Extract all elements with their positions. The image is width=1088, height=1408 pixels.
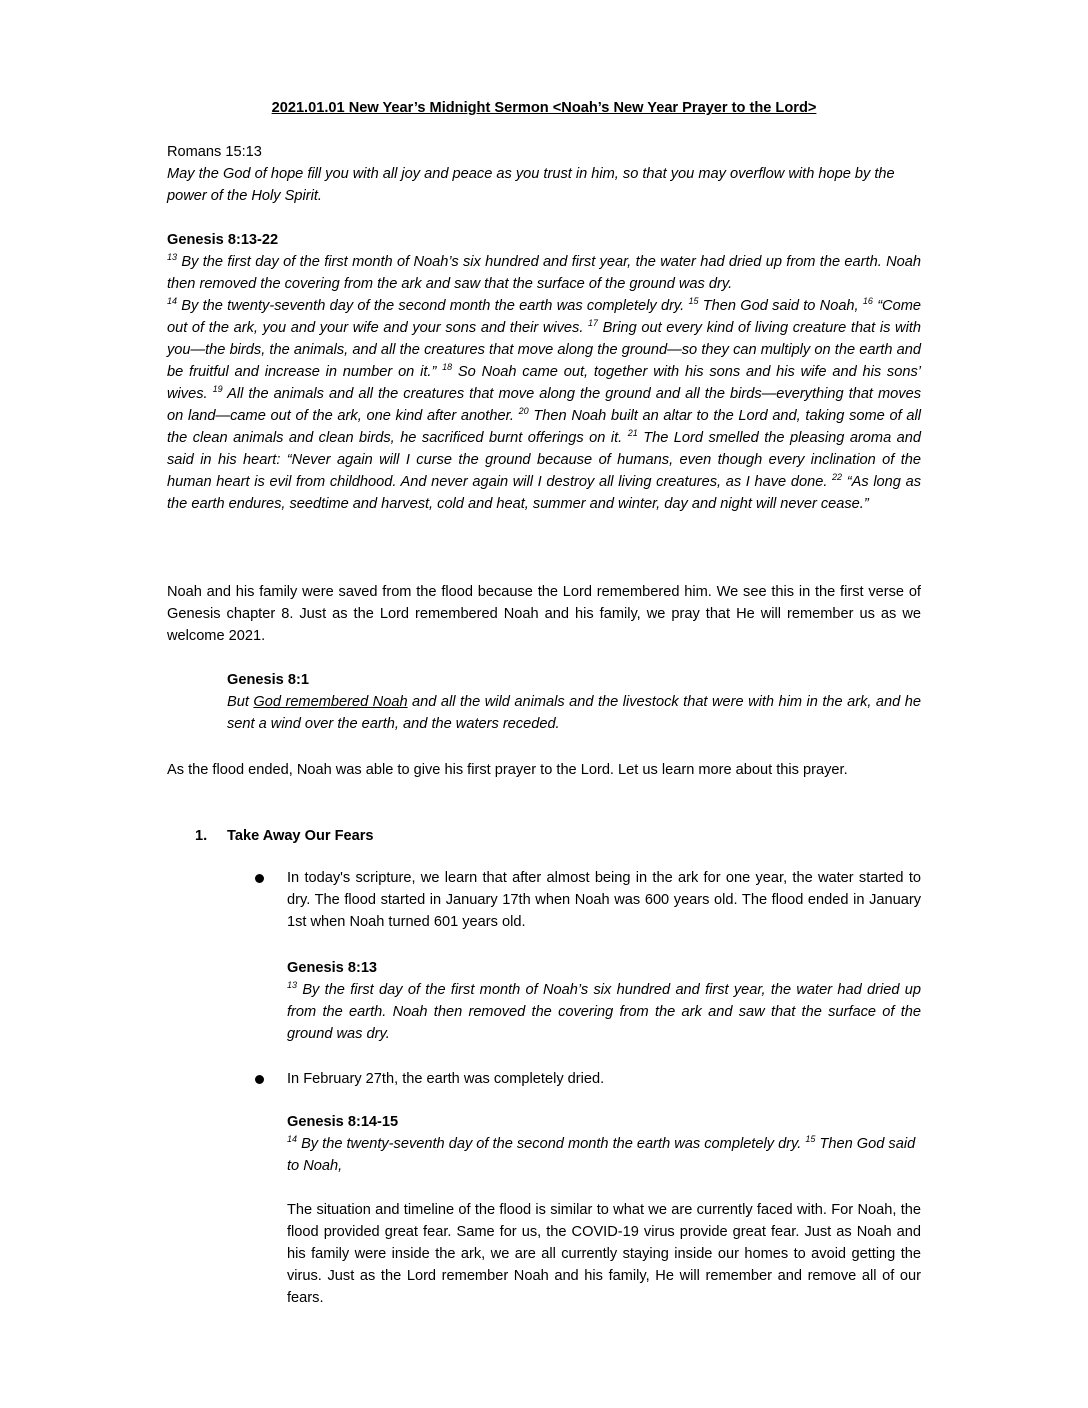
genesis-8-14-15-reference: Genesis 8:14-15 <box>287 1114 399 1130</box>
verse-number: 13 <box>287 980 298 991</box>
verse-number: 13 <box>167 252 178 263</box>
genesis-8-14-15-text <box>287 1133 921 1177</box>
verse-number: 14 <box>287 1134 298 1145</box>
verse-number: 17 <box>588 318 599 329</box>
section-number: 1. <box>195 828 208 844</box>
verse-number: 19 <box>212 384 223 395</box>
verse-number: 21 <box>627 428 638 439</box>
verse-number: 15 <box>688 296 699 307</box>
verse-text: “Come out of the ark, you and your wife and your sons and their wives. <box>167 298 921 336</box>
underlined-phrase: God remembered Noah <box>253 694 408 710</box>
intro-paragraph: Noah and his family were saved from the flood because the Lord remembered him. We see this in the first verse of Genesis chapter 8. Just as the Lord remembered Noah and his family, we pray that He will remember us as we welcome 2021. <box>167 584 921 644</box>
genesis-main-passage <box>167 251 921 515</box>
verse-text: All the animals and all the creatures that move along the ground and all the birds—everything that moves on land—came out of the ark, one kind after another. <box>167 386 921 424</box>
verse-text: But <box>227 694 254 710</box>
verse-text: The Lord smelled the pleasing aroma and said in his heart: “Never again will I curse the ground because of humans, even though every inclination of the human heart is evil from childhood. And never again will I destroy all living creatures, as I have done. <box>167 430 922 490</box>
genesis-main-reference: Genesis 8:13-22 <box>167 232 279 248</box>
verse-13-paragraph <box>167 251 921 295</box>
verse-text: “As long as the earth endures, seedtime and harvest, cold and heat, summer and winter, day and night will never cease.” <box>167 474 921 512</box>
bullet-2-text: In February 27th, the earth was completely dried. <box>287 1071 605 1087</box>
page-title: 2021.01.01 New Year’s Midnight Sermon <Noah’s New Year Prayer to the Lord> <box>271 100 817 116</box>
verse-text: By the twenty-seventh day of the second month the earth was completely dry. <box>301 1136 806 1152</box>
verse-text: By the first day of the first month of Noah’s six hundred and first year, the water had dried up from the earth. Noah then removed the covering from the ark and saw that the surface of the ground was dry. <box>287 982 921 1042</box>
genesis-8-1-text <box>227 691 921 735</box>
section-heading: Take Away Our Fears <box>227 828 374 844</box>
verse-text: Bring out every kind of living creature that is with you—the birds, the animals, and all the creatures that move along the ground—so they can multiply on the earth and be fruitful and increase in number on it.” <box>167 320 921 380</box>
verse-text: By the first day of the first month of Noah’s six hundred and first year, the water had dried up from the earth. Noah then removed the covering from the ark and saw that the surface of the ground was dry. <box>167 254 921 292</box>
genesis-8-13-reference: Genesis 8:13 <box>287 960 378 976</box>
verse-text: and all the wild animals and the livestock that were with him in the ark, and he sent a wind over the earth, and the waters receded. <box>227 694 921 732</box>
verse-number: 15 <box>805 1134 816 1145</box>
genesis-8-13-text <box>287 979 921 1045</box>
verse-number: 20 <box>518 406 529 417</box>
transition-paragraph: As the flood ended, Noah was able to give his first prayer to the Lord. Let us learn more about this prayer. <box>167 762 848 778</box>
verse-text: Then God said to Noah, <box>702 298 863 314</box>
verse-number: 14 <box>167 296 178 307</box>
verse-text: So Noah came out, together with his sons and his wife and his sons’ wives. <box>167 364 921 402</box>
bullet-icon <box>255 874 264 883</box>
verses-14-22-paragraph <box>167 295 921 515</box>
bullet-icon <box>255 1075 264 1084</box>
verse-number: 18 <box>442 362 453 373</box>
verse-number: 16 <box>862 296 873 307</box>
verse-text: Then God said to Noah, <box>287 1136 916 1174</box>
verse-number: 22 <box>832 472 843 483</box>
verse-text: By the twenty-seventh day of the second month the earth was completely dry. <box>181 298 689 314</box>
bullet-1-text: In today's scripture, we learn that after almost being in the ark for one year, the water started to dry. The flood started in January 17th when Noah was 600 years old. The flood ended in January 1st when Noah turned 601 years old. <box>287 870 921 930</box>
genesis-8-1-reference: Genesis 8:1 <box>227 672 309 688</box>
verse-text: Then Noah built an altar to the Lord and, taking some of all the clean animals and clean birds, he sacrificed burnt offerings on it. <box>167 408 921 446</box>
romans-reference: Romans 15:13 <box>167 144 262 160</box>
romans-text: May the God of hope fill you with all joy and peace as you trust in him, so that you may overflow with hope by the power of the Holy Spirit. <box>167 166 895 204</box>
closing-paragraph: The situation and timeline of the flood is similar to what we are currently faced with. For Noah, the flood provided great fear. Same for us, the COVID-19 virus provide great fear. Just as Noah and his family were inside the ark, we are all currently staying inside our homes to avoid getting the virus. Just as the Lord remember Noah and his family, He will remember and remove all of our fears. <box>287 1202 921 1306</box>
